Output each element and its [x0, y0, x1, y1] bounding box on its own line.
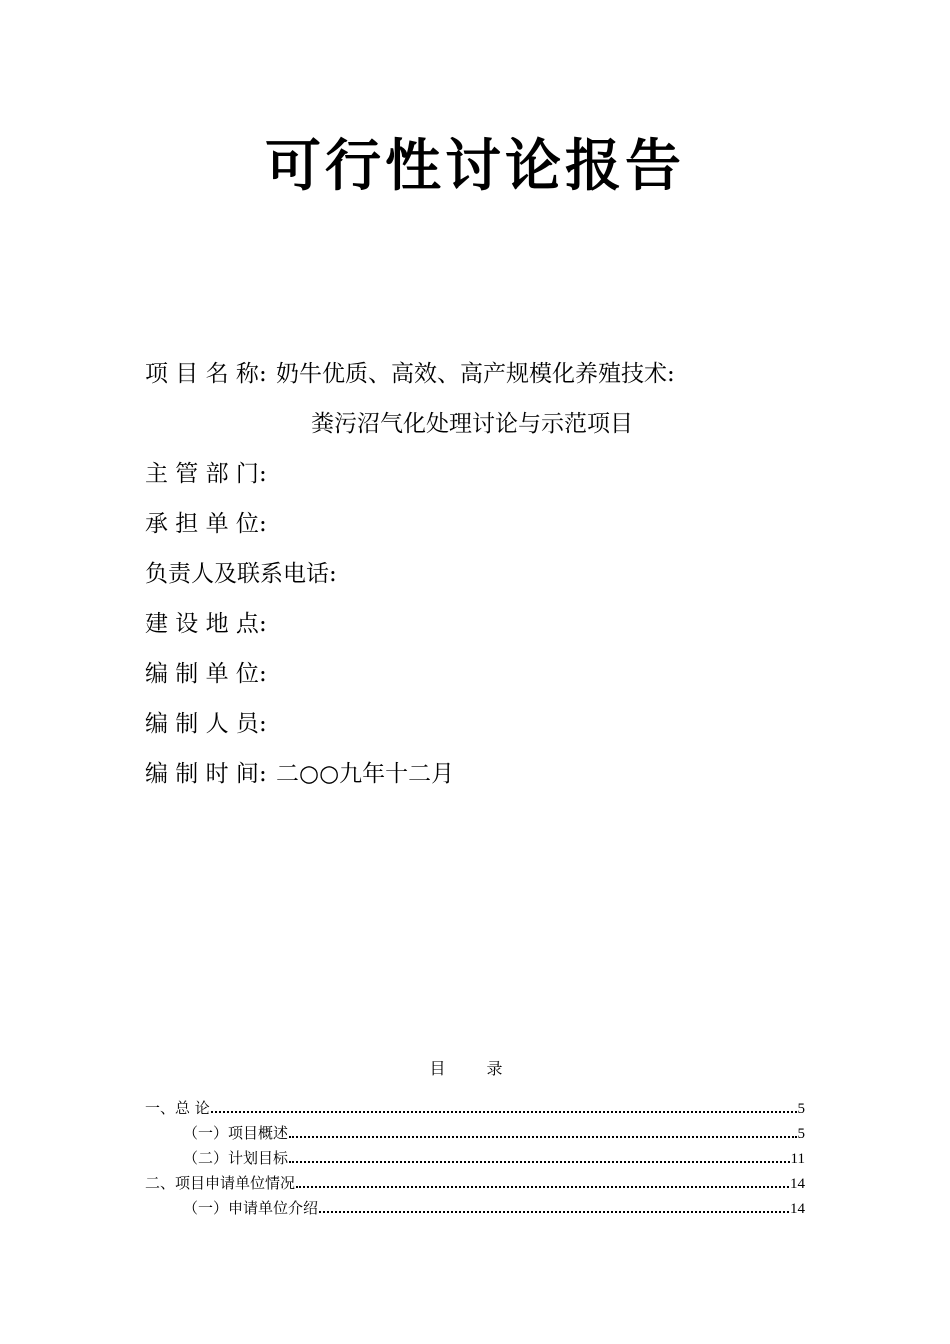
toc-leader-dots [289, 1136, 796, 1138]
toc-leader-dots [319, 1211, 789, 1213]
field-label: 编 制 单 位 [145, 661, 259, 687]
toc-entry[interactable] [183, 1147, 805, 1170]
field-label: 承 担 单 位 [145, 511, 259, 537]
field-label: 编 制 人 员 [145, 711, 259, 737]
toc-entry-label: （一）申请单位介绍 [183, 1199, 319, 1217]
toc-entry-label: 一、总 论 [145, 1099, 210, 1117]
toc-entry[interactable] [183, 1197, 805, 1220]
field-label: 建 设 地 点 [145, 611, 259, 637]
toc-entry-label: （一）项目概述 [183, 1124, 289, 1142]
toc-entry-page: 14 [790, 1176, 805, 1192]
toc-entry-page: 14 [790, 1201, 805, 1217]
field-value: 奶牛优质、高效、高产规模化养殖技术: [276, 361, 675, 387]
field-colon: : [258, 511, 267, 537]
field-label: 负责人及联系电话 [145, 561, 329, 587]
toc-entry[interactable] [183, 1122, 805, 1145]
field-colon: : [258, 361, 267, 387]
field-compiler-unit [145, 659, 269, 689]
field-dept [145, 459, 269, 489]
toc-entry-label: 二、项目申请单位情况 [145, 1174, 296, 1192]
toc-entry-page: 5 [797, 1126, 805, 1142]
field-colon: : [329, 561, 337, 587]
toc-entry[interactable] [145, 1097, 805, 1120]
toc-heading: 目 录 [429, 1059, 521, 1078]
field-colon: : [258, 611, 267, 637]
field-colon: : [258, 761, 267, 787]
field-undertaker [145, 509, 269, 539]
toc-entry-page: 5 [797, 1101, 805, 1117]
field-location [145, 609, 269, 639]
field-contact [145, 559, 339, 589]
toc-leader-dots [296, 1186, 789, 1188]
field-label: 项 目 名 称 [145, 361, 259, 387]
field-project-name-line2: 粪污沼气化处理讨论与示范项目 [311, 411, 633, 437]
toc-leader-dots [289, 1161, 790, 1163]
field-compiler-staff [145, 709, 269, 739]
toc-entry-page: 11 [790, 1151, 805, 1167]
field-value: 二○○九年十二月 [276, 761, 455, 787]
field-compile-time [145, 759, 454, 789]
field-label: 主 管 部 门 [145, 461, 259, 487]
document-title: 可行性讨论报告 [265, 134, 685, 199]
field-label: 编 制 时 间 [145, 761, 259, 787]
field-colon: : [258, 711, 267, 737]
field-colon: : [258, 461, 267, 487]
toc-entry-label: （二）计划目标 [183, 1149, 289, 1167]
toc-leader-dots [211, 1111, 797, 1113]
field-project-name [145, 359, 675, 389]
field-colon: : [258, 661, 267, 687]
toc-entry[interactable] [145, 1172, 805, 1195]
